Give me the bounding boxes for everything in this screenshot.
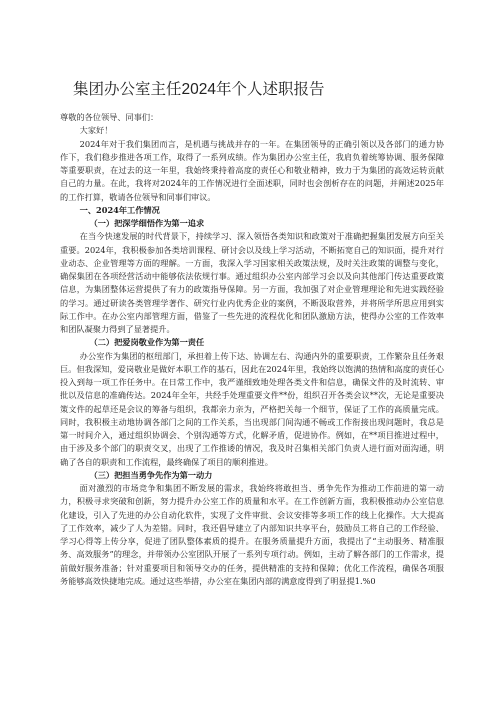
subsection-paragraph-3: 面对激烈的市场竞争和集团不断发展的需求，我始终将敢担当、勇争先作为推动工作前进的第一动力，积极寻求突破和创新，努力提升办公室工作的质量和水平。在工作创新方面，我积极推动办公室信息化建设，引入了先进的办公自动化软件，实现了文件审批、会议安排等多项工作的线上化操作。大大提高了工作效率，减少了人为差错。同时，我还倡导建立了内部知识共享平台，鼓励员工将自己的工作经验、学习心得等上传分享，促进了团队整体素质的提升。在服务质量提升方面，我提出了“主动服务、精准服务、高效服务”的理念，并带领办公室团队开展了一系列专项行动。例如，主动了解各部门的工作需求，提前做好服务准备；针对重要项目和领导交办的任务，提供精准的支持和保障；优化工作流程，确保各项服务能够高效快捷地完成。通过这些举措，办公室在集团内部的满意度得到了明显提1.%0 [60, 483, 444, 586]
intro-paragraph: 2024年对于我们集团而言，是机遇与挑战并存的一年。在集团领导的正确引领以及各部门的通力协作下，我们稳步推进各项工作，取得了一系列成绩。作为集团办公室主任，我肩负着统筹协调、服务保障等重要职责，在过去的这一年里，我始终秉持着高度的责任心和敬业精神，致力于为集团的高效运转贡献自己的力量。在此，我将对2024年的工作情况进行全面述职，同时也会剖析存在的问题，并阐述2025年的工作打算，敬请各位领导和同事们审议。 [60, 138, 444, 202]
subsection-heading-2: （二）把爱岗敬业作为第一责任 [89, 337, 205, 348]
subsection-paragraph-2: 办公室作为集团的枢纽部门，承担着上传下达、协调左右、沟通内外的重要职责，工作繁杂且任务艰巨。但我深知，爱岗敬业是做好本职工作的基石，因此在2024年里，我始终以饱满的热情和高度的责任心投入到每一项工作任务中。在日常工作中，我严谨细致地处理各类文件和信息，确保文件的及时流转、审批以及信息的准确传达。2024年全年，共经手处理重要文件**份，组织召开各类会议**次，无论是重要决策文件的起草还是会议的筹备与组织，我都亲力亲为，严格把关每一个细节，保证了工作的高质量完成。同时，我积极主动地协调各部门之间的工作关系，当出现部门间沟通不畅或工作衔接出现问题时，我总是第一时间介入，通过组织协调会、个别沟通等方式，化解矛盾，促进协作。例如，在**项目推进过程中，由于涉及多个部门的职责交叉，出现了工作推诿的情况，我及时召集相关部门负责人进行面对面沟通，明确了各自的职责和工作流程，最终确保了项目的顺利推进。 [60, 350, 444, 467]
subsection-heading-1: （一）把深学细悟作为第一追求 [89, 218, 205, 228]
subsection-paragraph-1: 在当今快速发展的时代背景下，持续学习、深入领悟各类知识和政策对于准确把握集团发展方向至关重要。2024年，我积极参加各类培训课程、研讨会以及线上学习活动，不断拓宽自己的知识面，提升对行业动态、企业管理等方面的理解。一方面，我深入学习国家相关政策法规，及时关注政策的调整与变化，确保集团在各项经营活动中能够依法依规行事。通过组织办公室内部学习会以及向其他部门传达重要政策信息，为集团整体运营提供了有力的政策指导保障。另一方面，我加强了对企业管理理论和先进实践经验的学习。通过研读各类管理学著作、研究行业内优秀企业的案例，不断汲取营养，并将所学所思应用到实际工作中。在办公室内部管理方面，借鉴了一些先进的流程优化和团队激励方法，使得办公室的工作效率和团队凝聚力得到了显著提升。 [60, 231, 444, 334]
document-body [60, 111, 444, 588]
salutation: 尊敬的各位领导、同事们： [60, 112, 159, 122]
subsection-heading-3: （三）把担当勇争先作为第一动力 [89, 469, 213, 480]
document-title: 集团办公室主任2024年个人述职报告 [73, 81, 325, 98]
section-heading-1: 一、2024年工作情况 [79, 204, 160, 215]
greeting: 大家好！ [79, 125, 113, 136]
